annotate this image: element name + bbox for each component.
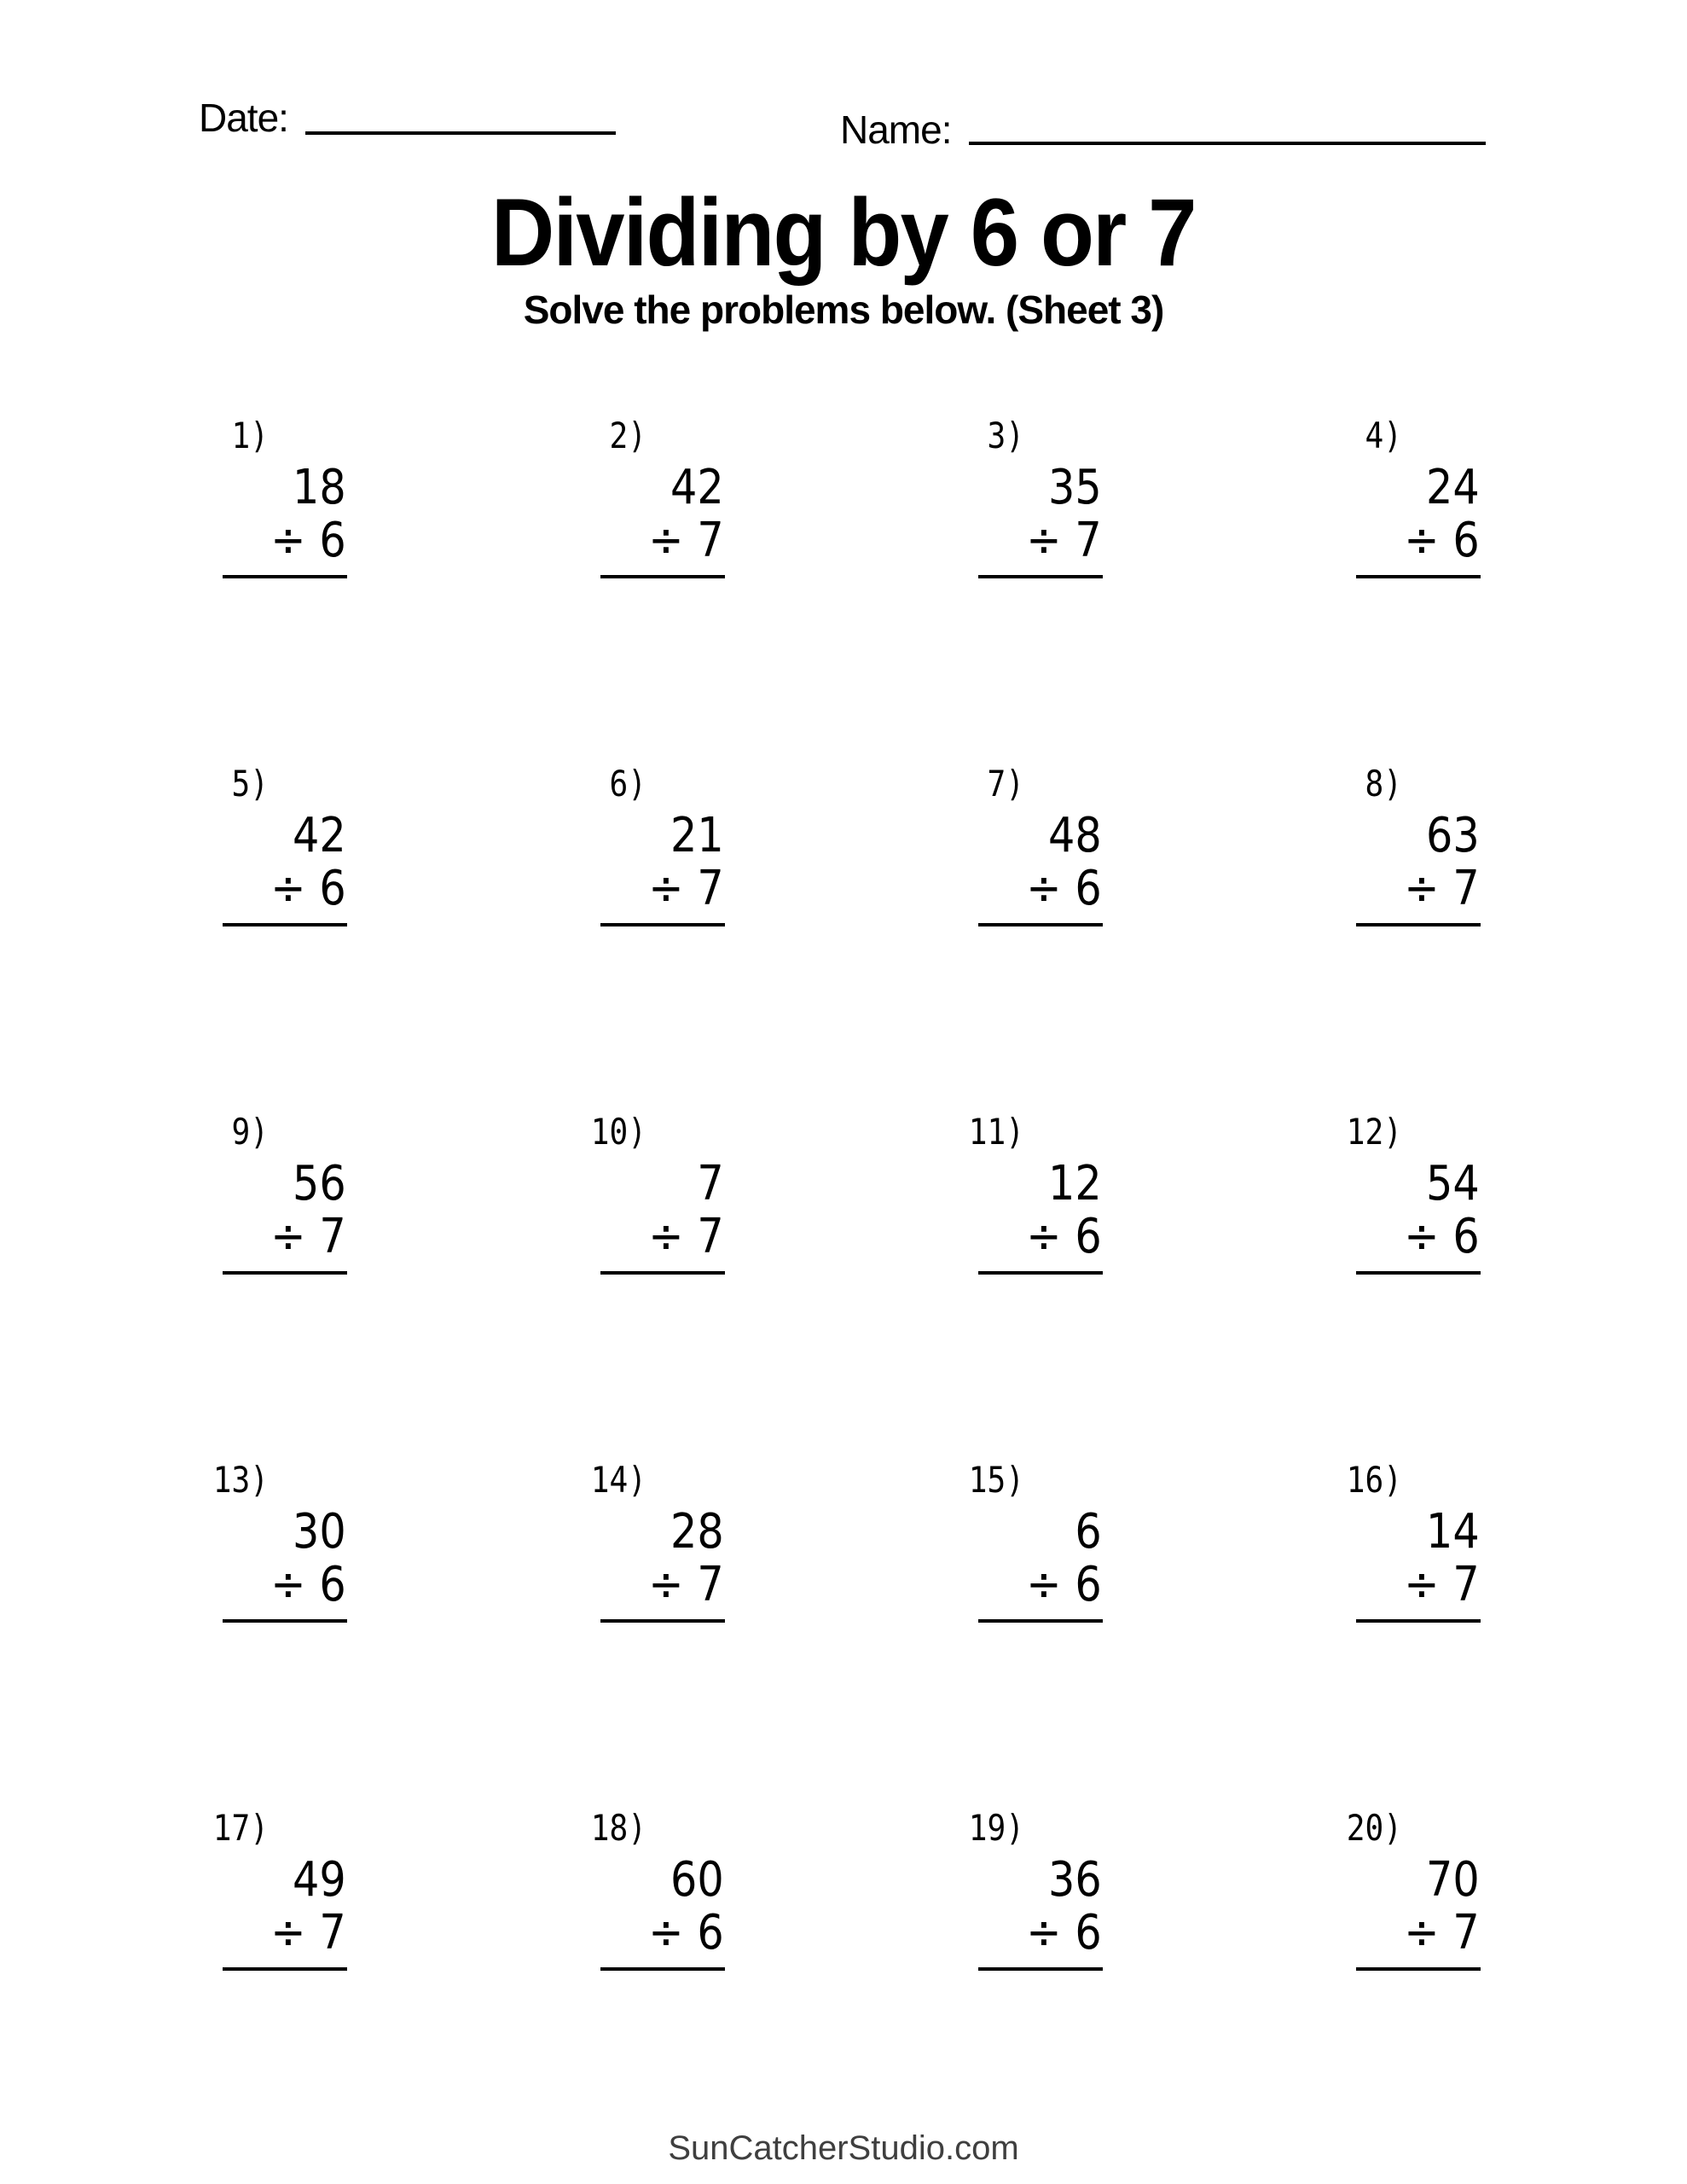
division-sign-icon: ÷ xyxy=(648,513,684,568)
divisor-row xyxy=(1371,863,1484,915)
problem-cell xyxy=(590,1807,728,2156)
divisor-row xyxy=(616,1211,728,1263)
problem-cell xyxy=(590,1111,728,1460)
answer-line xyxy=(223,923,347,926)
dividend: 60 xyxy=(670,1852,724,1908)
dividend: 56 xyxy=(293,1156,346,1211)
division-sign-icon: ÷ xyxy=(270,1905,306,1960)
divisor: 7 xyxy=(1075,513,1102,568)
divisor: 6 xyxy=(697,1905,724,1960)
problem-cell xyxy=(223,415,351,764)
problem-cell xyxy=(968,1459,1106,1808)
divisor-row xyxy=(1371,1907,1484,1960)
division-sign-icon: ÷ xyxy=(1404,513,1440,568)
divisor-row xyxy=(994,514,1106,567)
problems-grid xyxy=(212,415,1484,2156)
page-subtitle: Solve the problems below. (Sheet 3) xyxy=(523,288,1164,332)
problem-number: 11) xyxy=(968,1111,1024,1153)
answer-line xyxy=(600,575,725,578)
problem-cell xyxy=(212,1807,351,2156)
division-sign-icon: ÷ xyxy=(270,1209,306,1264)
divisor: 6 xyxy=(1075,1209,1102,1264)
divisor-row xyxy=(994,863,1106,915)
divisor: 7 xyxy=(1452,861,1480,916)
dividend: 12 xyxy=(1048,1156,1102,1211)
problem-number: 6) xyxy=(609,763,646,804)
division-sign-icon: ÷ xyxy=(1026,513,1062,568)
answer-line xyxy=(600,1619,725,1623)
dividend: 35 xyxy=(1048,460,1102,515)
divisor: 6 xyxy=(1452,513,1480,568)
division-sign-icon: ÷ xyxy=(1026,1209,1062,1264)
divisor-row xyxy=(616,863,728,915)
divisor-row xyxy=(616,1907,728,1960)
answer-line xyxy=(978,1619,1103,1623)
division-sign-icon: ÷ xyxy=(648,1905,684,1960)
problem-cell xyxy=(1346,1459,1484,1808)
answer-line xyxy=(1356,923,1481,926)
divisor-row xyxy=(616,1559,728,1612)
problem-cell xyxy=(968,1807,1106,2156)
page-title xyxy=(0,179,1687,286)
divisor: 7 xyxy=(697,861,724,916)
footer-site-text: SunCatcherStudio.com xyxy=(668,2129,1019,2167)
problem-number: 16) xyxy=(1346,1459,1402,1501)
divisor-row xyxy=(1371,1559,1484,1612)
answer-line xyxy=(223,1271,347,1275)
dividend: 6 xyxy=(1075,1504,1102,1560)
divisor: 6 xyxy=(319,513,346,568)
answer-line xyxy=(978,1271,1103,1275)
problem-number: 5) xyxy=(231,763,269,804)
answer-line xyxy=(1356,1619,1481,1623)
divisor-row xyxy=(1371,514,1484,567)
problem-cell xyxy=(1356,764,1484,1112)
answer-line xyxy=(223,575,347,578)
dividend: 42 xyxy=(670,460,724,515)
divisor: 7 xyxy=(697,1557,724,1612)
division-sign-icon: ÷ xyxy=(270,513,306,568)
divisor-row xyxy=(994,1907,1106,1960)
division-sign-icon: ÷ xyxy=(270,1557,306,1612)
divisor: 6 xyxy=(1075,1905,1102,1960)
divisor-row xyxy=(1371,1211,1484,1263)
divisor-row xyxy=(238,1559,351,1612)
problem-number: 10) xyxy=(590,1111,646,1153)
divisor: 6 xyxy=(1075,861,1102,916)
dividend: 49 xyxy=(293,1852,346,1908)
dividend: 30 xyxy=(293,1504,346,1560)
problem-cell xyxy=(590,1459,728,1808)
dividend: 36 xyxy=(1048,1852,1102,1908)
problem-number: 12) xyxy=(1346,1111,1402,1153)
dividend: 63 xyxy=(1426,808,1480,863)
problem-cell xyxy=(978,415,1106,764)
answer-line xyxy=(600,1271,725,1275)
page-title-text: Dividing by 6 or 7 xyxy=(491,179,1196,286)
divisor: 7 xyxy=(319,1905,346,1960)
answer-line xyxy=(600,923,725,926)
problem-cell xyxy=(212,1459,351,1808)
problem-cell xyxy=(600,415,728,764)
division-sign-icon: ÷ xyxy=(648,1557,684,1612)
divisor-row xyxy=(994,1559,1106,1612)
problem-number: 15) xyxy=(968,1459,1024,1501)
dividend: 21 xyxy=(670,808,724,863)
problem-number: 4) xyxy=(1365,415,1402,456)
division-sign-icon: ÷ xyxy=(270,861,306,916)
answer-line xyxy=(1356,1271,1481,1275)
name-label: Name: xyxy=(840,107,952,152)
problem-cell xyxy=(1346,1807,1484,2156)
problem-cell xyxy=(968,1111,1106,1460)
name-fill-line xyxy=(969,142,1486,145)
answer-line xyxy=(1356,575,1481,578)
problem-number: 17) xyxy=(212,1807,269,1849)
dividend: 14 xyxy=(1426,1504,1480,1560)
divisor: 6 xyxy=(1075,1557,1102,1612)
divisor: 6 xyxy=(1452,1209,1480,1264)
divisor: 6 xyxy=(319,861,346,916)
divisor-row xyxy=(238,1211,351,1263)
problem-cell xyxy=(223,764,351,1112)
divisor: 7 xyxy=(697,513,724,568)
division-sign-icon: ÷ xyxy=(1404,1209,1440,1264)
divisor-row xyxy=(616,514,728,567)
divisor: 7 xyxy=(1452,1557,1480,1612)
dividend: 54 xyxy=(1426,1156,1480,1211)
division-sign-icon: ÷ xyxy=(1026,1557,1062,1612)
problem-cell xyxy=(978,764,1106,1112)
dividend: 48 xyxy=(1048,808,1102,863)
divisor: 7 xyxy=(319,1209,346,1264)
dividend: 24 xyxy=(1426,460,1480,515)
divisor-row xyxy=(238,1907,351,1960)
answer-line xyxy=(223,1967,347,1971)
divisor-row xyxy=(238,863,351,915)
date-label: Date: xyxy=(199,96,288,140)
divisor-row xyxy=(994,1211,1106,1263)
problem-cell xyxy=(1346,1111,1484,1460)
division-sign-icon: ÷ xyxy=(1404,1905,1440,1960)
problem-number: 3) xyxy=(987,415,1024,456)
answer-line xyxy=(600,1967,725,1971)
divisor: 7 xyxy=(1452,1905,1480,1960)
dividend: 42 xyxy=(293,808,346,863)
answer-line xyxy=(978,575,1103,578)
division-sign-icon: ÷ xyxy=(1404,861,1440,916)
division-sign-icon: ÷ xyxy=(1026,1905,1062,1960)
division-sign-icon: ÷ xyxy=(1404,1557,1440,1612)
problem-number: 18) xyxy=(590,1807,646,1849)
problem-number: 7) xyxy=(987,763,1024,804)
problem-number: 2) xyxy=(609,415,646,456)
answer-line xyxy=(978,923,1103,926)
problem-number: 1) xyxy=(231,415,269,456)
problem-number: 13) xyxy=(212,1459,269,1501)
answer-line xyxy=(1356,1967,1481,1971)
answer-line xyxy=(978,1967,1103,1971)
problem-cell xyxy=(223,1112,351,1460)
division-sign-icon: ÷ xyxy=(648,861,684,916)
problem-cell xyxy=(1356,415,1484,764)
dividend: 18 xyxy=(293,460,346,515)
problem-number: 8) xyxy=(1365,763,1402,804)
division-sign-icon: ÷ xyxy=(1026,861,1062,916)
divisor: 7 xyxy=(697,1209,724,1264)
division-sign-icon: ÷ xyxy=(648,1209,684,1264)
divisor: 6 xyxy=(319,1557,346,1612)
problem-number: 14) xyxy=(590,1459,646,1501)
divisor-row xyxy=(238,514,351,567)
dividend: 7 xyxy=(697,1156,724,1211)
dividend: 28 xyxy=(670,1504,724,1560)
problem-number: 19) xyxy=(968,1807,1024,1849)
date-fill-line xyxy=(305,131,616,135)
answer-line xyxy=(223,1619,347,1623)
problem-number: 20) xyxy=(1346,1807,1402,1849)
problem-number: 9) xyxy=(231,1111,269,1153)
problem-cell xyxy=(600,764,728,1112)
dividend: 70 xyxy=(1426,1852,1480,1908)
